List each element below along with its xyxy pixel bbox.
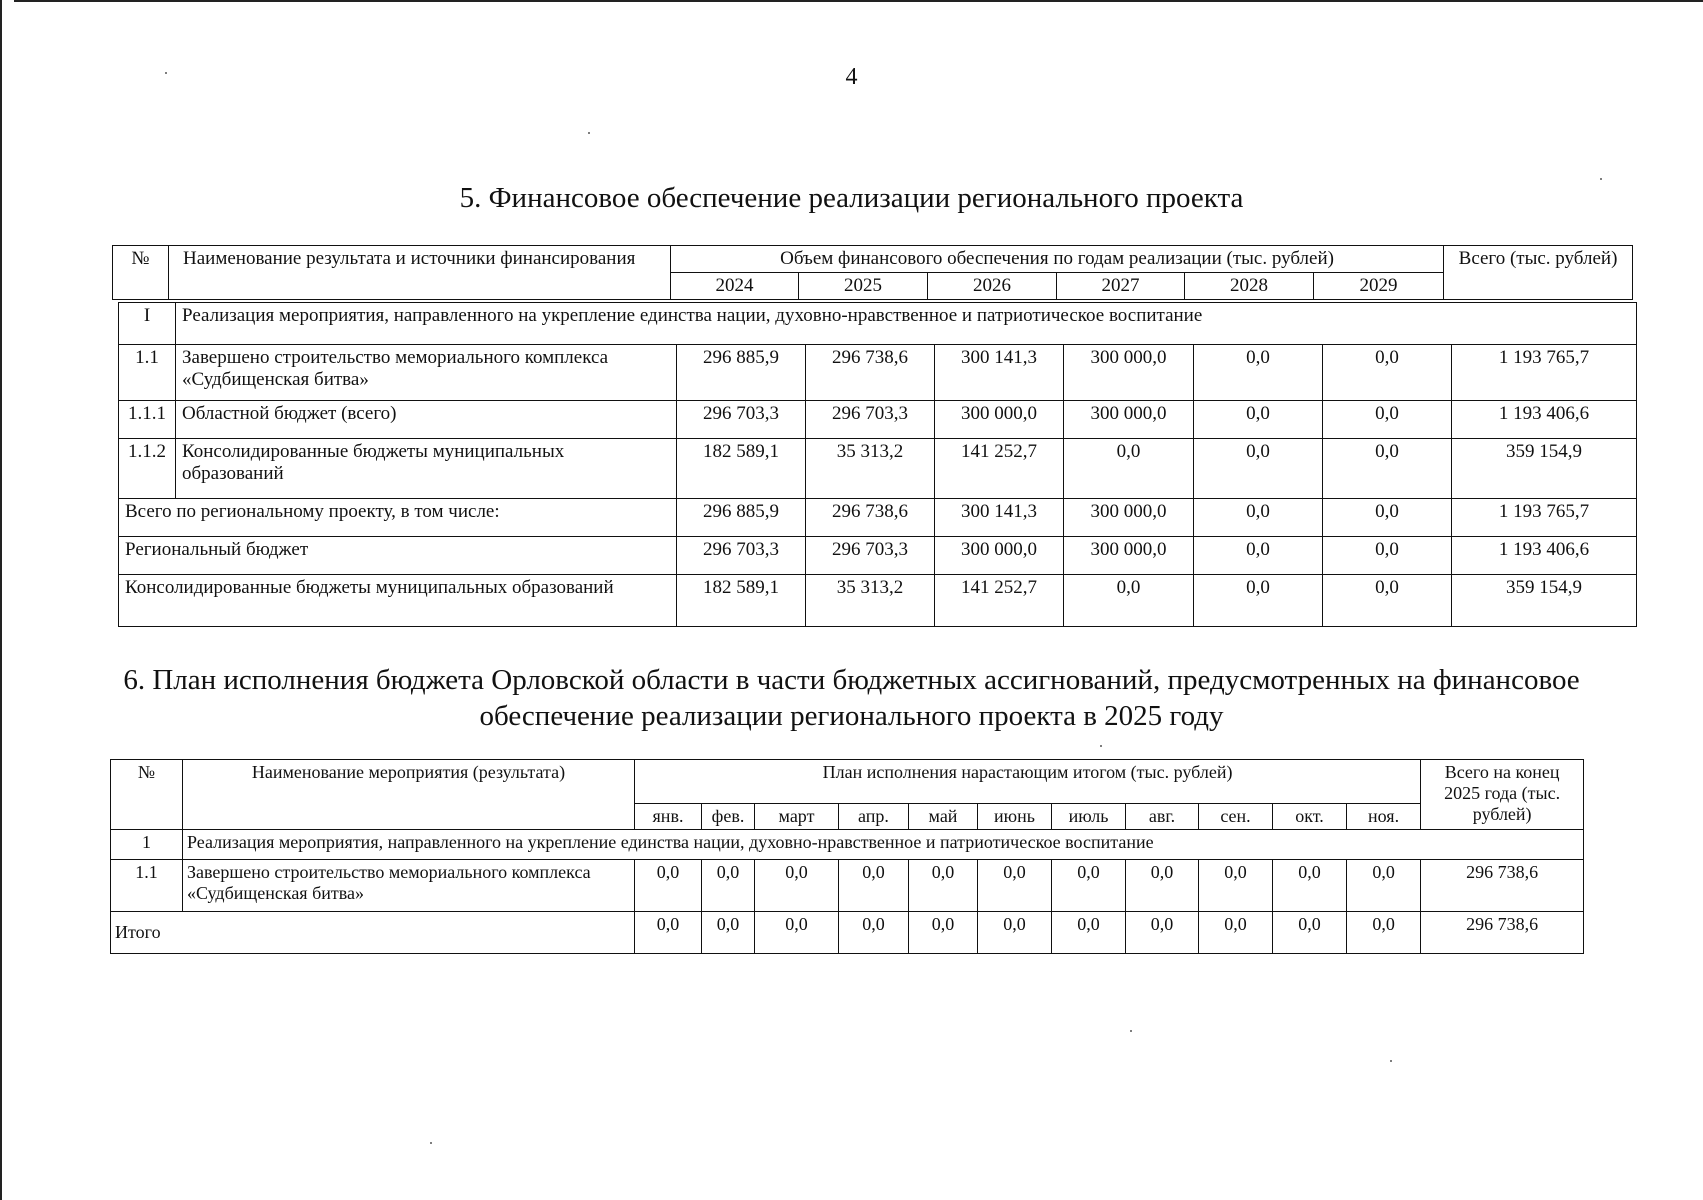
summary-value: 300 000,0 — [1064, 537, 1194, 575]
scan-speck — [1600, 178, 1602, 180]
summary-total: 1 193 765,7 — [1452, 499, 1637, 537]
total-value: 0,0 — [1273, 912, 1347, 954]
group-no: 1 — [111, 830, 183, 860]
summary-value: 182 589,1 — [677, 575, 806, 627]
page-number: 4 — [845, 64, 858, 90]
header-year: 2026 — [928, 273, 1057, 300]
total-value: 0,0 — [1052, 912, 1126, 954]
row-value: 0,0 — [1273, 860, 1347, 912]
row-value: 141 252,7 — [935, 439, 1064, 499]
header-month: авг. — [1126, 804, 1199, 830]
summary-value: 296 738,6 — [806, 499, 935, 537]
row-value: 296 738,6 — [806, 345, 935, 401]
row-value: 0,0 — [978, 860, 1052, 912]
summary-value: 0,0 — [1194, 575, 1323, 627]
header-month: окт. — [1273, 804, 1347, 830]
header-year: 2024 — [671, 273, 799, 300]
summary-value: 35 313,2 — [806, 575, 935, 627]
total-value: 0,0 — [755, 912, 839, 954]
row-value: 0,0 — [1126, 860, 1199, 912]
header-name: Наименование результата и источники финансирования — [169, 246, 671, 300]
header-volume: Объем финансового обеспечения по годам реализации (тыс. рублей) — [671, 246, 1444, 273]
row-value: 0,0 — [1199, 860, 1273, 912]
header-month: апр. — [839, 804, 909, 830]
header-no: № — [113, 246, 169, 300]
row-value: 0,0 — [755, 860, 839, 912]
row-no: 1.1 — [111, 860, 183, 912]
scan-speck — [1130, 1030, 1132, 1032]
section-6-title-line2: обеспечение реализации регионального проекта в 2025 году — [479, 700, 1224, 732]
row-value: 0,0 — [635, 860, 702, 912]
table-row — [111, 860, 1584, 912]
row-value: 0,0 — [1194, 439, 1323, 499]
total-value: 0,0 — [839, 912, 909, 954]
row-value: 300 000,0 — [1064, 345, 1194, 401]
row-name: Завершено строительство мемориального комплекса «Судбищенская битва» — [176, 345, 677, 401]
total-row — [111, 912, 1584, 954]
header-total: Всего (тыс. рублей) — [1444, 246, 1633, 300]
summary-name: Региональный бюджет — [119, 537, 677, 575]
row-total: 296 738,6 — [1421, 860, 1584, 912]
row-total: 1 193 765,7 — [1452, 345, 1637, 401]
row-name: Областной бюджет (всего) — [176, 401, 677, 439]
row-value: 182 589,1 — [677, 439, 806, 499]
row-total: 359 154,9 — [1452, 439, 1637, 499]
row-value: 0,0 — [1194, 345, 1323, 401]
total-value: 0,0 — [1126, 912, 1199, 954]
header-month: ноя. — [1347, 804, 1421, 830]
total-value: 0,0 — [1199, 912, 1273, 954]
header-name: Наименование мероприятия (результата) — [183, 760, 635, 830]
header-month: июнь — [978, 804, 1052, 830]
row-value: 0,0 — [702, 860, 755, 912]
header-year: 2029 — [1314, 273, 1444, 300]
group-title: Реализация мероприятия, направленного на укрепление единства нации, духовно-нравственное и патриотическое воспитание — [183, 830, 1584, 860]
row-total: 1 193 406,6 — [1452, 401, 1637, 439]
row-name: Завершено строительство мемориального комплекса «Судбищенская битва» — [183, 860, 635, 912]
summary-value: 296 703,3 — [677, 537, 806, 575]
scan-speck — [165, 72, 167, 74]
header-month: сен. — [1199, 804, 1273, 830]
summary-value: 0,0 — [1194, 499, 1323, 537]
row-value: 35 313,2 — [806, 439, 935, 499]
total-value: 0,0 — [909, 912, 978, 954]
header-year: 2028 — [1185, 273, 1314, 300]
summary-row — [119, 575, 1637, 627]
total-total: 296 738,6 — [1421, 912, 1584, 954]
row-name: Консолидированные бюджеты муниципальных образований — [176, 439, 677, 499]
summary-name: Всего по региональному проекту, в том числе: — [119, 499, 677, 537]
row-value: 300 000,0 — [935, 401, 1064, 439]
row-value: 300 000,0 — [1064, 401, 1194, 439]
section-5-body-table — [118, 302, 1637, 627]
header-month: фев. — [702, 804, 755, 830]
total-value: 0,0 — [635, 912, 702, 954]
group-row — [119, 303, 1637, 345]
table-row — [119, 439, 1637, 499]
row-value: 0,0 — [909, 860, 978, 912]
scan-speck — [588, 132, 590, 134]
section-6-title-line1: 6. План исполнения бюджета Орловской области в части бюджетных ассигнований, предусмотренных на финансовое — [123, 664, 1580, 696]
total-value: 0,0 — [702, 912, 755, 954]
summary-value: 0,0 — [1323, 575, 1452, 627]
section-6-title — [0, 662, 1703, 734]
header-month: март — [755, 804, 839, 830]
row-no: 1.1.2 — [119, 439, 176, 499]
header-no: № — [111, 760, 183, 830]
section-6-table — [110, 759, 1584, 954]
header-month: май — [909, 804, 978, 830]
header-year: 2027 — [1057, 273, 1185, 300]
row-value: 0,0 — [1064, 439, 1194, 499]
summary-row — [119, 537, 1637, 575]
total-value: 0,0 — [1347, 912, 1421, 954]
section-5-title: 5. Финансовое обеспечение реализации регионального проекта — [459, 182, 1244, 214]
section-5-header-table — [112, 245, 1633, 300]
summary-value: 300 000,0 — [935, 537, 1064, 575]
summary-value: 0,0 — [1323, 499, 1452, 537]
group-row — [111, 830, 1584, 860]
summary-value: 0,0 — [1194, 537, 1323, 575]
header-month: янв. — [635, 804, 702, 830]
group-title: Реализация мероприятия, направленного на укрепление единства нации, духовно-нравственное и патриотическое воспитание — [176, 303, 1637, 345]
row-value: 296 885,9 — [677, 345, 806, 401]
summary-value: 300 141,3 — [935, 499, 1064, 537]
row-value: 0,0 — [1323, 401, 1452, 439]
summary-row — [119, 499, 1637, 537]
row-value: 300 141,3 — [935, 345, 1064, 401]
total-value: 0,0 — [978, 912, 1052, 954]
summary-value: 0,0 — [1323, 537, 1452, 575]
row-value: 296 703,3 — [677, 401, 806, 439]
row-value: 296 703,3 — [806, 401, 935, 439]
header-month: июль — [1052, 804, 1126, 830]
summary-value: 296 703,3 — [806, 537, 935, 575]
summary-total: 359 154,9 — [1452, 575, 1637, 627]
summary-name: Консолидированные бюджеты муниципальных образований — [119, 575, 677, 627]
row-value: 0,0 — [839, 860, 909, 912]
scan-speck — [1390, 1060, 1392, 1062]
row-value: 0,0 — [1194, 401, 1323, 439]
row-value: 0,0 — [1323, 439, 1452, 499]
group-no: I — [119, 303, 176, 345]
summary-value: 296 885,9 — [677, 499, 806, 537]
row-value: 0,0 — [1347, 860, 1421, 912]
table-row — [119, 401, 1637, 439]
table-row — [119, 345, 1637, 401]
header-total: Всего на конец 2025 года (тыс. рублей) — [1421, 760, 1584, 830]
total-name: Итого — [111, 912, 635, 954]
row-value: 0,0 — [1323, 345, 1452, 401]
scan-edge-top — [14, 0, 1703, 2]
header-year: 2025 — [799, 273, 928, 300]
scan-speck — [1100, 745, 1102, 747]
scan-speck — [430, 1142, 432, 1144]
summary-total: 1 193 406,6 — [1452, 537, 1637, 575]
summary-value: 0,0 — [1064, 575, 1194, 627]
header-plan: План исполнения нарастающим итогом (тыс. рублей) — [635, 760, 1421, 804]
row-value: 0,0 — [1052, 860, 1126, 912]
row-no: 1.1 — [119, 345, 176, 401]
summary-value: 141 252,7 — [935, 575, 1064, 627]
row-no: 1.1.1 — [119, 401, 176, 439]
summary-value: 300 000,0 — [1064, 499, 1194, 537]
